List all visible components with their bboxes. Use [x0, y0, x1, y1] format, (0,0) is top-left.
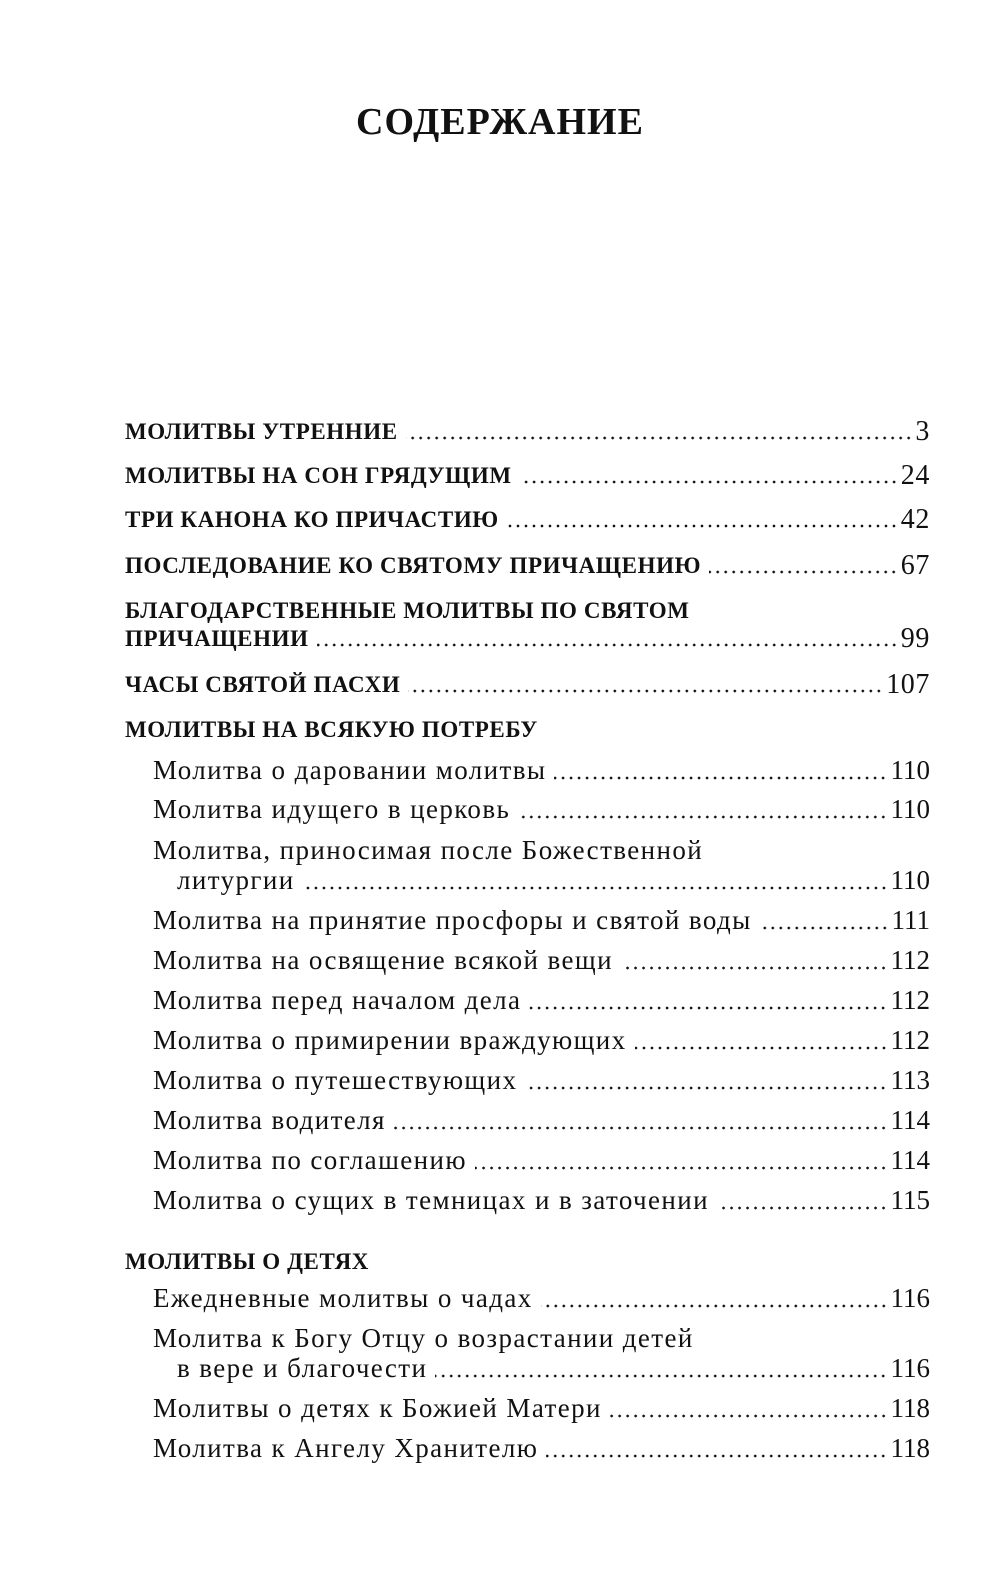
- toc-entry-title: Молитва на освящение всякой вещи: [153, 945, 613, 975]
- dot-leader: [520, 480, 898, 484]
- toc-entry-paschal-hours[interactable]: [125, 671, 930, 699]
- toc-entry-thanksgiving[interactable]: [125, 625, 930, 653]
- toc-subentry[interactable]: [153, 1392, 930, 1424]
- toc-page-number: 67: [900, 550, 930, 581]
- toc-entry-communion-rite[interactable]: [125, 552, 930, 580]
- toc-page-number: 115: [890, 1185, 930, 1215]
- toc-subentry[interactable]: [153, 793, 930, 825]
- dot-leader: [507, 524, 898, 528]
- dot-leader: [394, 1126, 888, 1130]
- toc-page-number: 110: [890, 755, 930, 785]
- toc-entry-title: Ежедневные молитвы о чадах: [153, 1283, 533, 1313]
- toc-entry-title: МОЛИТВЫ УТРЕННИЕ: [125, 419, 398, 444]
- dot-leader: [317, 643, 898, 647]
- toc-entry-three-canons[interactable]: [125, 506, 930, 534]
- dot-leader: [541, 1304, 888, 1308]
- toc-subentry[interactable]: [177, 1352, 930, 1384]
- toc-subentry[interactable]: [153, 944, 930, 976]
- toc-entry-thanksgiving-line1: БЛАГОДАРСТВЕННЫЕ МОЛИТВЫ ПО СВЯТОМ: [125, 598, 690, 623]
- toc-subentry[interactable]: [153, 1184, 930, 1216]
- dot-leader: [760, 926, 889, 930]
- toc-entry-title: Молитва к Ангелу Хранителю: [153, 1433, 539, 1463]
- toc-entry-title: Молитвы о детях к Божией Матери: [153, 1393, 602, 1423]
- dot-leader: [709, 570, 898, 574]
- toc-entry-title: литургии: [177, 865, 295, 895]
- toc-page-number: 113: [890, 1065, 930, 1095]
- toc-subentry-line1: Молитва к Богу Отцу о возрастании детей: [153, 1323, 694, 1353]
- toc-page-number: 110: [890, 865, 930, 895]
- toc-page-number: 116: [890, 1353, 930, 1383]
- toc-entry-title: Молитва идущего в церковь: [153, 794, 511, 824]
- dot-leader: [475, 1166, 888, 1170]
- toc-page-number: 112: [890, 985, 930, 1015]
- toc-subentry[interactable]: [153, 1104, 930, 1136]
- toc-page-number: 118: [890, 1433, 930, 1463]
- toc-page-number: 114: [890, 1105, 930, 1135]
- toc-subentry-line1: Молитва, приносимая после Божественной: [153, 835, 704, 865]
- toc-page-number: 107: [886, 669, 930, 700]
- toc-subentry[interactable]: [153, 1144, 930, 1176]
- toc-entry-title: Молитва о путешествующих: [153, 1065, 518, 1095]
- toc-entry-title: ПОСЛЕДОВАНИЕ КО СВЯТОМУ ПРИЧАЩЕНИЮ: [125, 553, 702, 578]
- toc-subentry[interactable]: [177, 864, 930, 896]
- toc-page-number: 118: [890, 1393, 930, 1423]
- toc-page-number: 3: [915, 416, 930, 447]
- dot-leader: [406, 436, 913, 440]
- toc-entry-title: Молитва о примирении враждующих: [153, 1025, 627, 1055]
- toc-entry-title: Молитва о даровании молитвы: [153, 755, 547, 785]
- toc-entry-title: Молитва по соглашению: [153, 1145, 467, 1175]
- toc-entry-title: в вере и благочести: [177, 1353, 428, 1383]
- dot-leader: [621, 966, 888, 970]
- dot-leader: [610, 1414, 888, 1418]
- page-title: СОДЕРЖАНИЕ: [356, 101, 644, 143]
- toc-page-number: 112: [890, 945, 930, 975]
- toc-subentry[interactable]: [153, 904, 930, 936]
- toc-subentry[interactable]: [153, 1432, 930, 1464]
- toc-entry-title: Молитва водителя: [153, 1105, 386, 1135]
- toc-page-number: 110: [890, 794, 930, 824]
- toc-entry-title: Молитва о сущих в темницах и в заточении: [153, 1185, 709, 1215]
- toc-subentry[interactable]: [153, 984, 930, 1016]
- toc-subentry[interactable]: [153, 1282, 930, 1314]
- toc-page-number: 42: [900, 504, 930, 535]
- dot-leader: [546, 1454, 887, 1458]
- dot-leader: [303, 886, 888, 890]
- toc-subentry[interactable]: [153, 1024, 930, 1056]
- toc-entry-title: ТРИ КАНОНА КО ПРИЧАСТИЮ: [125, 507, 499, 532]
- dot-leader: [435, 1374, 887, 1378]
- toc-entry-title: ЧАСЫ СВЯТОЙ ПАСХИ: [125, 672, 401, 697]
- toc-entry-title: ПРИЧАЩЕНИИ: [125, 626, 309, 651]
- dot-leader: [717, 1206, 888, 1210]
- dot-leader: [635, 1046, 888, 1050]
- toc-page-number: 114: [890, 1145, 930, 1175]
- toc-page-number: 111: [891, 905, 930, 935]
- toc-page-number: 99: [900, 623, 930, 654]
- toc-entry-evening-prayers[interactable]: [125, 462, 930, 490]
- toc-page-number: 112: [890, 1025, 930, 1055]
- dot-leader: [554, 776, 887, 780]
- toc-page-number: 24: [900, 460, 930, 491]
- toc-subentry[interactable]: [153, 754, 930, 786]
- toc-entry-title: Молитва перед началом дела: [153, 985, 522, 1015]
- toc-entry-morning-prayers[interactable]: [125, 418, 930, 446]
- toc-subentry[interactable]: [153, 1064, 930, 1096]
- section-heading-children: МОЛИТВЫ О ДЕТЯХ: [125, 1249, 369, 1274]
- dot-leader: [529, 1006, 887, 1010]
- section-heading-needs: МОЛИТВЫ НА ВСЯКУЮ ПОТРЕБУ: [125, 717, 538, 742]
- toc-entry-title: МОЛИТВЫ НА СОН ГРЯДУЩИМ: [125, 463, 512, 488]
- dot-leader: [408, 689, 883, 693]
- toc-page-number: 116: [890, 1283, 930, 1313]
- dot-leader: [525, 1086, 887, 1090]
- toc-entry-title: Молитва на принятие просфоры и святой воды: [153, 905, 752, 935]
- dot-leader: [518, 815, 887, 819]
